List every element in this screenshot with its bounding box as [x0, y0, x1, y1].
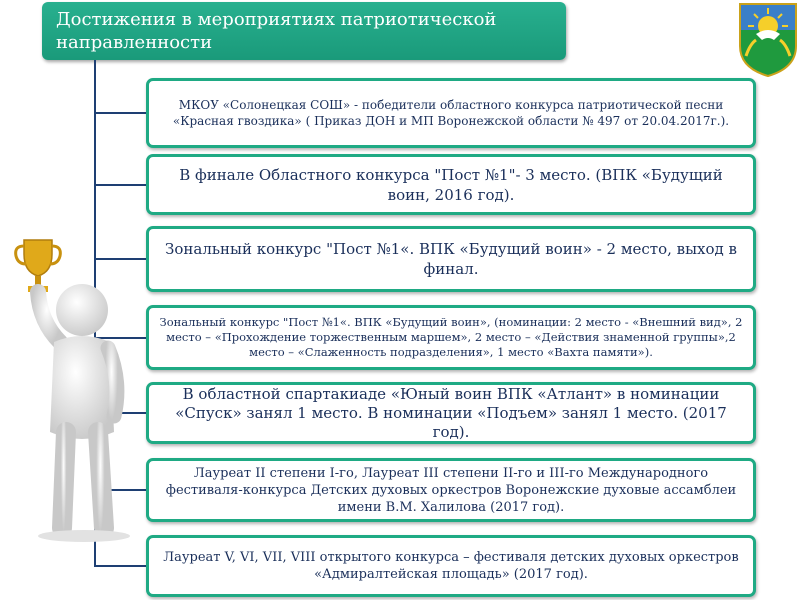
- person-with-trophy-icon: [10, 232, 130, 544]
- achievement-item: [146, 226, 756, 292]
- coat-of-arms-icon: [736, 0, 800, 78]
- achievement-item: [146, 535, 756, 597]
- achievement-text: Зональный конкурс "Пост №1«. ВПК «Будущий воин» - 2 место, выход в финал.: [165, 240, 737, 278]
- achievement-item: [146, 458, 756, 522]
- achievement-text: В финале Областного конкурса "Пост №1"- 3 место. (ВПК «Будущий воин, 2016 год).: [179, 165, 723, 204]
- page-title-text: Достижения в мероприятиях патриотической направленности: [56, 9, 497, 53]
- achievement-text: Лауреат V, VI, VII, VIII открытого конкурса – фестиваля детских духовых оркестров «Адмиралтейская площадь» (2017 год).: [163, 550, 739, 582]
- page-title: [42, 2, 566, 60]
- connector-7: [94, 565, 146, 567]
- connector-2: [94, 184, 146, 186]
- achievement-item: [146, 382, 756, 444]
- achievement-text: В областной спартакиаде «Юный воин ВПК «Атлант» в номинации «Спуск» занял 1 место. В номинации «Подъем» занял 1 место. (2017 год).: [175, 384, 727, 441]
- achievement-text: Лауреат II степени I-го, Лауреат III степени II-го и III-го Международного фестиваля-конкурса Детских духовых оркестров Воронежские духовые ассамблеи имени В.М. Халилова (2017 год).: [165, 465, 737, 515]
- achievement-text: МКОУ «Солонецкая СОШ» - победители областного конкурса патриотической песни «Красная гвоздика» ( Приказ ДОН и МП Воронежской области № 497 от 20.04.2017г.).: [172, 98, 730, 128]
- achievement-text: Зональный конкурс "Пост №1«. ВПК «Будущий воин», (номинации: 2 место - «Внешний вид», 2 место – «Прохождение торжественным маршем», 2 место – «Действия знаменной группы»,2 место – «Слаженность подразделения», 1 место «Вахта памяти»).: [159, 315, 743, 359]
- achievement-item: [146, 305, 756, 370]
- achievement-item: [146, 154, 756, 215]
- connector-1: [94, 112, 146, 114]
- achievement-item: [146, 78, 756, 148]
